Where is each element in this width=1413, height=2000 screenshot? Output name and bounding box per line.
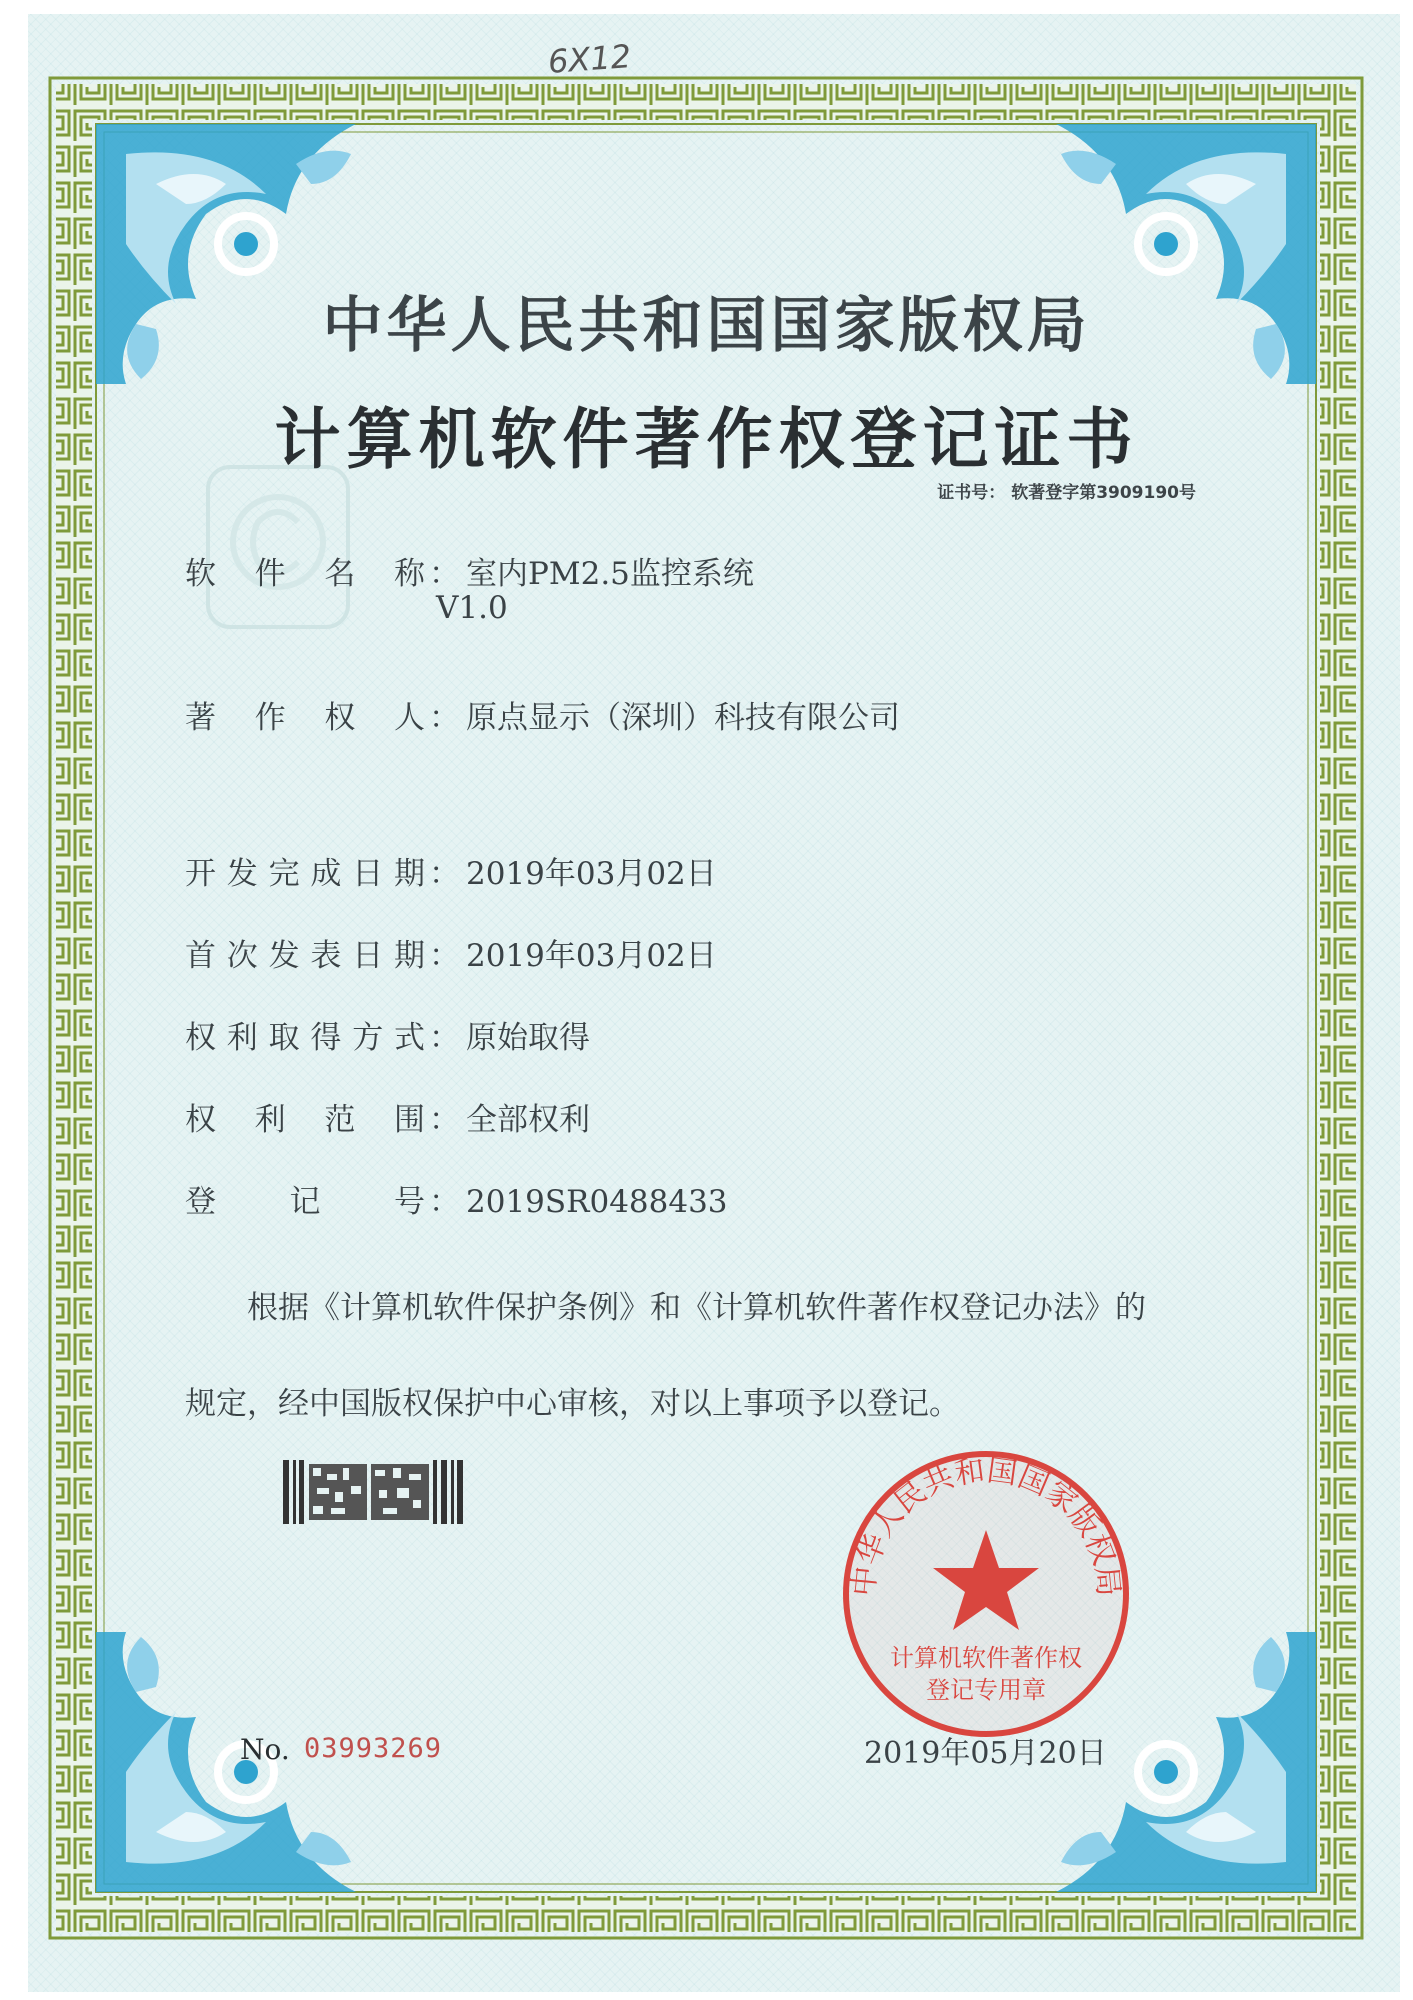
field-owner: 著作权人 ： 原点显示（深圳）科技有限公司 xyxy=(185,692,900,737)
owner-label: 著作权人 xyxy=(185,700,425,736)
seal-inner-line-1: 计算机软件著作权 xyxy=(890,1644,1082,1672)
field-publish-date: 首次发表日期 ： 2019年03月02日 xyxy=(185,930,717,975)
copyright-watermark-emblem xyxy=(203,462,353,632)
field-completion-date: 开发完成日期 ： 2019年03月02日 xyxy=(185,848,717,893)
seal-inner-line-2: 登记专用章 xyxy=(926,1676,1046,1704)
statement-line-2: 规定，经中国版权保护中心审核，对以上事项予以登记。 xyxy=(185,1386,960,1422)
handwritten-note: 6X12 xyxy=(546,37,633,81)
issue-date: 2019年05月20日 xyxy=(864,1736,1107,1771)
certificate-number: 证书号： 软著登字第3909190号 xyxy=(937,483,1196,503)
serial-number-value: 03993269 xyxy=(304,1733,443,1764)
software-name-value: 室内PM2.5监控系统 xyxy=(466,556,754,592)
registration-statement xyxy=(185,1260,1265,1452)
acquisition-value: 原始取得 xyxy=(466,1020,590,1056)
completion-date-value: 2019年03月02日 xyxy=(466,856,717,892)
owner-value: 原点显示（深圳）科技有限公司 xyxy=(466,700,900,736)
statement-line-1: 根据《计算机软件保护条例》和《计算机软件著作权登记办法》的 xyxy=(247,1290,1146,1326)
completion-date-label: 开发完成日期 xyxy=(185,856,425,892)
acquisition-label: 权利取得方式 xyxy=(185,1020,425,1056)
seal-ring-text: 中华人民共和国国家版权局 xyxy=(846,1453,1126,1598)
scope-label: 权利范围 xyxy=(185,1102,425,1138)
official-seal-stamp xyxy=(836,1444,1136,1744)
field-acquisition: 权利取得方式 ： 原始取得 xyxy=(185,1012,590,1057)
field-software-name: 软件名称 ： 室内PM2.5监控系统 xyxy=(185,548,754,593)
scope-value: 全部权利 xyxy=(466,1102,590,1138)
certificate-title: 计算机软件著作权登记证书 xyxy=(274,400,1139,478)
registration-number-value: 2019SR0488433 xyxy=(466,1184,728,1220)
issuing-authority: 中华人民共和国国家版权局 xyxy=(322,291,1091,361)
certificate-barcode xyxy=(283,1460,463,1524)
serial-number-label: No. xyxy=(240,1733,290,1766)
registration-number-label: 登记号 xyxy=(185,1184,425,1220)
publish-date-label: 首次发表日期 xyxy=(185,938,425,974)
software-version-value: V1.0 xyxy=(436,590,508,626)
software-name-label: 软件名称 xyxy=(185,556,425,592)
field-registration-number: 登记号 ： 2019SR0488433 xyxy=(185,1176,728,1221)
field-scope: 权利范围 ： 全部权利 xyxy=(185,1094,590,1139)
publish-date-value: 2019年03月02日 xyxy=(466,938,717,974)
